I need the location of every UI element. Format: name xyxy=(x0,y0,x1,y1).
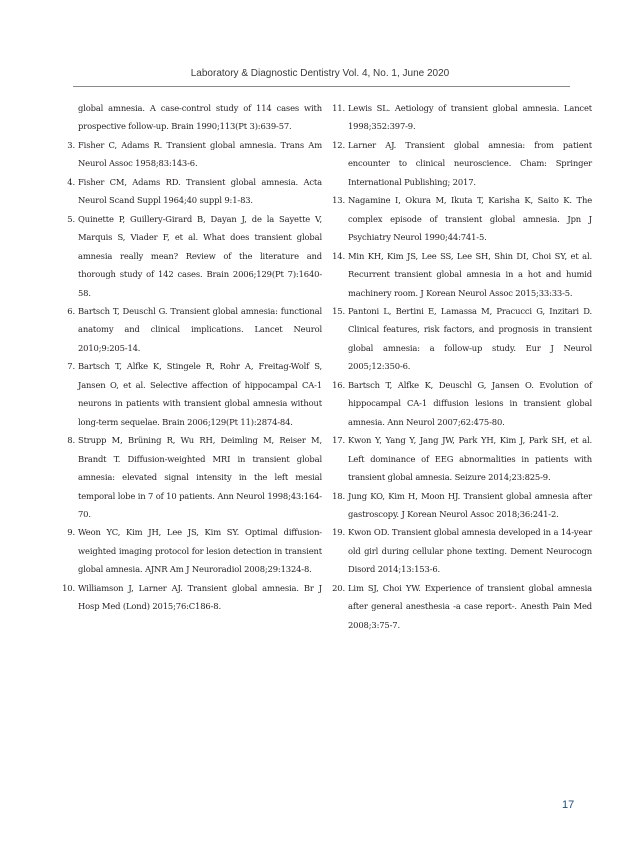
reference-item xyxy=(64,357,322,431)
reference-item xyxy=(64,523,322,578)
reference-text: Quinette P, Guillery-Girard B, Dayan J, de la Sayette V, Marquis S, Viader F, et al. What does transient global amnesia really mean? Review of the literature and thorough study of 142 cases. Brain 2006;129(Pt 7):1640-58. xyxy=(78,213,322,298)
reference-item xyxy=(334,302,592,376)
reference-text: Bartsch T, Alfke K, Deuschl G, Jansen O. Evolution of hippocampal CA-1 diffusion lesions in transient global amnesia. Ann Neurol 2007;62:475-80. xyxy=(348,379,592,427)
reference-item xyxy=(64,136,322,173)
references-right-column xyxy=(334,99,592,634)
reference-number: 13 . xyxy=(331,191,345,209)
reference-text: Kwon Y, Yang Y, Jang JW, Park YH, Kim J, Park SH, et al. Left dominance of EEG abnormalities in patients with transient global amnesia. Seizure 2014;23:825-9. xyxy=(348,435,592,483)
reference-item xyxy=(64,302,322,357)
reference-number: 11 . xyxy=(331,99,345,117)
reference-item xyxy=(334,247,592,302)
reference-text: Williamson J, Larner AJ. Transient global amnesia. Br J Hosp Med (Lond) 2015;76:C186-8. xyxy=(78,582,322,612)
reference-item xyxy=(334,99,592,136)
reference-text: Nagamine I, Okura M, Ikuta T, Karisha K, Saito K. The complex episode of transient global amnesia. Jpn J Psychiatry Neurol 1990;44:741-5. xyxy=(348,195,592,243)
reference-text: Bartsch T, Alfke K, Stingele R, Rohr A, Freitag-Wolf S, Jansen O, et al. Selective affection of hippocampal CA-1 neurons in patients with transient global amnesia without long-term sequelae. Brain 2006;129(Pt 11):2874-84. xyxy=(78,361,322,427)
reference-number: 18 . xyxy=(331,487,345,505)
header-rule xyxy=(73,86,570,87)
reference-number: 3 . xyxy=(61,136,75,154)
reference-item xyxy=(334,376,592,431)
reference-text: Min KH, Kim JS, Lee SS, Lee SH, Shin DI, Choi SY, et al. Recurrent transient global amnesia in a hot and humid machinery room. J Korean Neurol Assoc 2015;33:33-5. xyxy=(348,250,592,298)
reference-number: 9 . xyxy=(61,523,75,541)
references-left-column xyxy=(64,99,322,616)
reference-text: Weon YC, Kim JH, Lee JS, Kim SY. Optimal diffusion-weighted imaging protocol for lesion detection in transient global amnesia. AJNR Am J Neuroradiol 2008;29:1324-8. xyxy=(78,527,322,575)
reference-number: 12 . xyxy=(331,136,345,154)
reference-text: Bartsch T, Deuschl G. Transient global amnesia: functional anatomy and clinical implications. Lancet Neurol 2010;9:205-14. xyxy=(78,305,322,353)
reference-text: Pantoni L, Bertini E, Lamassa M, Pracucci G, Inzitari D. Clinical features, risk factors, and prognosis in transient global amnesia: a follow-up study. Eur J Neurol 2005;12:350-6. xyxy=(348,305,592,372)
reference-number: 15 . xyxy=(331,302,345,320)
reference-text: Fisher C, Adams R. Transient global amnesia. Trans Am Neurol Assoc 1958;83:143-6. xyxy=(78,139,322,169)
reference-text: Strupp M, Brüning R, Wu RH, Deimling M, Reiser M, Brandt T. Diffusion-weighted MRI in transient global amnesia: elevated signal intensity in the left mesial temporal lobe in 7 of 10 patients. Ann Neurol 1998;43:164-70. xyxy=(78,435,322,519)
reference-text: Larner AJ. Transient global amnesia: from patient encounter to clinical neuroscience. Cham: Springer International Publishing; 2017. xyxy=(348,139,592,187)
reference-item xyxy=(64,173,322,210)
reference-item xyxy=(334,431,592,486)
reference-number: 14 . xyxy=(331,247,345,265)
reference-number: 8 . xyxy=(61,431,75,449)
reference-item xyxy=(64,579,322,616)
reference-number: 10 . xyxy=(61,579,75,597)
running-header: Laboratory & Diagnostic Dentistry Vol. 4, No. 1, June 2020 xyxy=(190,68,450,79)
reference-item xyxy=(334,136,592,191)
reference-number: 16 . xyxy=(331,376,345,394)
reference-number: 7 . xyxy=(61,357,75,375)
reference-number: 19 . xyxy=(331,523,345,541)
reference-item xyxy=(334,523,592,578)
page-number: 17 xyxy=(562,799,575,811)
reference-item xyxy=(64,210,322,302)
reference-number: 4 . xyxy=(61,173,75,191)
reference-item xyxy=(334,191,592,246)
reference-text: Jung KO, Kim H, Moon HJ. Transient global amnesia after gastroscopy. J Korean Neurol Assoc 2018;36:241-2. xyxy=(348,490,592,519)
reference-item xyxy=(334,487,592,524)
reference-text: Lewis SL. Aetiology of transient global amnesia. Lancet 1998;352:397-9. xyxy=(348,103,592,132)
reference-number: 17 . xyxy=(331,431,345,449)
reference-text: Kwon OD. Transient global amnesia developed in a 14-year old girl during cellular phone texting. Dement Neurocogn Disord 2014;13:153-6. xyxy=(348,527,592,575)
reference-number: 5 . xyxy=(61,210,75,228)
reference-text: global amnesia. A case-control study of 114 cases with prospective follow-up. Brain 1990;113(Pt 3):639-57. xyxy=(78,103,322,132)
reference-number: 6 . xyxy=(61,302,75,320)
reference-item xyxy=(334,579,592,634)
reference-item xyxy=(64,431,322,523)
reference-item xyxy=(64,99,322,136)
reference-text: Fisher CM, Adams RD. Transient global amnesia. Acta Neurol Scand Suppl 1964;40 suppl 9:1-83. xyxy=(78,176,322,206)
reference-text: Lim SJ, Choi YW. Experience of transient global amnesia after general anesthesia -a case report-. Anesth Pain Med 2008;3:75-7. xyxy=(348,582,592,630)
reference-number: 20 . xyxy=(331,579,345,597)
